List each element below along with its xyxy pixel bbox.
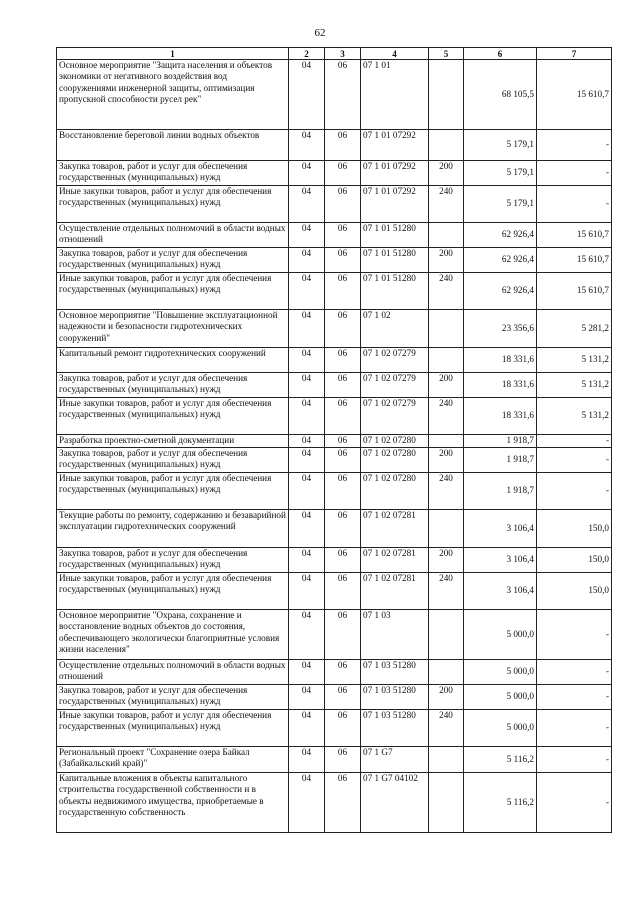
amount-year-2: - <box>537 473 612 510</box>
item-name: Осуществление отдельных полномочий в области водных отношений <box>57 223 289 248</box>
section-code: 04 <box>289 398 325 435</box>
amount-year-1: 5 116,2 <box>464 773 537 833</box>
amount-year-2: 150,0 <box>537 548 612 573</box>
subsection-code: 06 <box>325 660 361 685</box>
amount-year-2: 15 610,7 <box>537 223 612 248</box>
amount-year-2: - <box>537 448 612 473</box>
subsection-code: 06 <box>325 310 361 348</box>
subsection-code: 06 <box>325 710 361 747</box>
subsection-code: 06 <box>325 373 361 398</box>
amount-year-2: 15 610,7 <box>537 248 612 273</box>
header-col-6: 6 <box>464 48 537 60</box>
amount-year-1: 18 331,6 <box>464 348 537 373</box>
section-code: 04 <box>289 60 325 130</box>
page-number: 62 <box>314 27 326 39</box>
subsection-code: 06 <box>325 448 361 473</box>
section-code: 04 <box>289 348 325 373</box>
item-name: Иные закупки товаров, работ и услуг для обеспечения государственных (муниципальных) нужд <box>57 273 289 310</box>
expense-type-code <box>429 310 464 348</box>
target-article-code: 07 1 01 <box>361 60 429 130</box>
item-name: Осуществление отдельных полномочий в области водных отношений <box>57 660 289 685</box>
section-code: 04 <box>289 448 325 473</box>
table-row <box>57 510 612 548</box>
subsection-code: 06 <box>325 60 361 130</box>
expense-type-code <box>429 510 464 548</box>
item-name: Закупка товаров, работ и услуг для обеспечения государственных (муниципальных) нужд <box>57 373 289 398</box>
amount-year-1: 5 000,0 <box>464 685 537 710</box>
section-code: 04 <box>289 473 325 510</box>
target-article-code: 07 1 02 07280 <box>361 435 429 448</box>
item-name: Основное мероприятие "Защита населения и объектов экономики от негативного воздействия вод сооружениями инженерной защиты, оптимизация пропускной способности русел рек" <box>57 60 289 130</box>
section-code: 04 <box>289 773 325 833</box>
section-code: 04 <box>289 747 325 773</box>
header-col-2: 2 <box>289 48 325 60</box>
item-name: Закупка товаров, работ и услуг для обеспечения государственных (муниципальных) нужд <box>57 548 289 573</box>
amount-year-2: 5 131,2 <box>537 398 612 435</box>
expense-type-code: 240 <box>429 186 464 223</box>
table-row <box>57 348 612 373</box>
expense-type-code <box>429 660 464 685</box>
table-row <box>57 548 612 573</box>
subsection-code: 06 <box>325 273 361 310</box>
amount-year-1: 23 356,6 <box>464 310 537 348</box>
table-row <box>57 373 612 398</box>
amount-year-1: 5 179,1 <box>464 186 537 223</box>
expense-type-code <box>429 130 464 161</box>
table-row <box>57 610 612 660</box>
table-row <box>57 130 612 161</box>
target-article-code: 07 1 02 07279 <box>361 398 429 435</box>
target-article-code: 07 1 01 07292 <box>361 130 429 161</box>
section-code: 04 <box>289 161 325 186</box>
target-article-code: 07 1 03 <box>361 610 429 660</box>
subsection-code: 06 <box>325 223 361 248</box>
item-name: Закупка товаров, работ и услуг для обеспечения государственных (муниципальных) нужд <box>57 448 289 473</box>
header-col-5: 5 <box>429 48 464 60</box>
target-article-code: 07 1 02 07279 <box>361 373 429 398</box>
target-article-code: 07 1 03 51280 <box>361 710 429 747</box>
target-article-code: 07 1 01 51280 <box>361 248 429 273</box>
section-code: 04 <box>289 710 325 747</box>
expense-type-code <box>429 223 464 248</box>
item-name: Восстановление береговой линии водных объектов <box>57 130 289 161</box>
amount-year-1: 62 926,4 <box>464 223 537 248</box>
table-row <box>57 223 612 248</box>
target-article-code: 07 1 02 07281 <box>361 573 429 610</box>
section-code: 04 <box>289 373 325 398</box>
item-name: Иные закупки товаров, работ и услуг для обеспечения государственных (муниципальных) нужд <box>57 710 289 747</box>
amount-year-1: 1 918,7 <box>464 473 537 510</box>
table-row <box>57 310 612 348</box>
section-code: 04 <box>289 510 325 548</box>
amount-year-1: 5 000,0 <box>464 660 537 685</box>
section-code: 04 <box>289 130 325 161</box>
expense-type-code: 240 <box>429 273 464 310</box>
table-row <box>57 161 612 186</box>
expense-type-code: 240 <box>429 398 464 435</box>
expense-type-code: 240 <box>429 473 464 510</box>
item-name: Разработка проектно-сметной документации <box>57 435 289 448</box>
table-row <box>57 473 612 510</box>
item-name: Текущие работы по ремонту, содержанию и безаварийной эксплуатации гидротехнических сооружений <box>57 510 289 548</box>
amount-year-1: 68 105,5 <box>464 60 537 130</box>
amount-year-1: 62 926,4 <box>464 273 537 310</box>
header-col-7: 7 <box>537 48 612 60</box>
amount-year-2: 15 610,7 <box>537 273 612 310</box>
budget-table <box>56 47 612 833</box>
section-code: 04 <box>289 685 325 710</box>
table-row <box>57 660 612 685</box>
amount-year-2: - <box>537 610 612 660</box>
expense-type-code: 240 <box>429 573 464 610</box>
item-name: Закупка товаров, работ и услуг для обеспечения государственных (муниципальных) нужд <box>57 248 289 273</box>
target-article-code: 07 1 02 <box>361 310 429 348</box>
amount-year-1: 5 000,0 <box>464 610 537 660</box>
amount-year-2: 5 281,2 <box>537 310 612 348</box>
amount-year-2: - <box>537 773 612 833</box>
section-code: 04 <box>289 248 325 273</box>
section-code: 04 <box>289 435 325 448</box>
amount-year-2: - <box>537 435 612 448</box>
target-article-code: 07 1 01 07292 <box>361 186 429 223</box>
expense-type-code: 200 <box>429 448 464 473</box>
subsection-code: 06 <box>325 548 361 573</box>
subsection-code: 06 <box>325 435 361 448</box>
table-row <box>57 685 612 710</box>
amount-year-1: 3 106,4 <box>464 573 537 610</box>
amount-year-2: - <box>537 660 612 685</box>
amount-year-2: - <box>537 685 612 710</box>
amount-year-2: 15 610,7 <box>537 60 612 130</box>
item-name: Иные закупки товаров, работ и услуг для обеспечения государственных (муниципальных) нужд <box>57 473 289 510</box>
target-article-code: 07 1 G7 04102 <box>361 773 429 833</box>
expense-type-code <box>429 773 464 833</box>
subsection-code: 06 <box>325 610 361 660</box>
item-name: Иные закупки товаров, работ и услуг для обеспечения государственных (муниципальных) нужд <box>57 573 289 610</box>
target-article-code: 07 1 02 07281 <box>361 510 429 548</box>
table-row <box>57 273 612 310</box>
expense-type-code <box>429 435 464 448</box>
expense-type-code: 240 <box>429 710 464 747</box>
expense-type-code: 200 <box>429 248 464 273</box>
target-article-code: 07 1 02 07280 <box>361 473 429 510</box>
amount-year-2: 150,0 <box>537 510 612 548</box>
target-article-code: 07 1 G7 <box>361 747 429 773</box>
header-col-3: 3 <box>325 48 361 60</box>
table-row <box>57 448 612 473</box>
subsection-code: 06 <box>325 161 361 186</box>
section-code: 04 <box>289 273 325 310</box>
item-name: Основное мероприятие "Охрана, сохранение и восстановление водных объектов до состояния, обеспечивающего экологически благоприятные условия жизни населения" <box>57 610 289 660</box>
target-article-code: 07 1 02 07280 <box>361 448 429 473</box>
target-article-code: 07 1 02 07279 <box>361 348 429 373</box>
expense-type-code: 200 <box>429 161 464 186</box>
target-article-code: 07 1 02 07281 <box>361 548 429 573</box>
expense-type-code: 200 <box>429 548 464 573</box>
target-article-code: 07 1 01 51280 <box>361 273 429 310</box>
item-name: Закупка товаров, работ и услуг для обеспечения государственных (муниципальных) нужд <box>57 685 289 710</box>
subsection-code: 06 <box>325 573 361 610</box>
amount-year-1: 62 926,4 <box>464 248 537 273</box>
amount-year-1: 1 918,7 <box>464 448 537 473</box>
item-name: Капитальный ремонт гидротехнических сооружений <box>57 348 289 373</box>
item-name: Закупка товаров, работ и услуг для обеспечения государственных (муниципальных) нужд <box>57 161 289 186</box>
amount-year-2: - <box>537 186 612 223</box>
expense-type-code: 200 <box>429 685 464 710</box>
amount-year-1: 5 116,2 <box>464 747 537 773</box>
section-code: 04 <box>289 610 325 660</box>
table-row <box>57 573 612 610</box>
target-article-code: 07 1 03 51280 <box>361 685 429 710</box>
subsection-code: 06 <box>325 348 361 373</box>
expense-type-code: 200 <box>429 373 464 398</box>
item-name: Региональный проект "Сохранение озера Байкал (Забайкальский край)" <box>57 747 289 773</box>
subsection-code: 06 <box>325 773 361 833</box>
amount-year-1: 5 179,1 <box>464 130 537 161</box>
amount-year-2: - <box>537 747 612 773</box>
expense-type-code <box>429 747 464 773</box>
header-col-1: 1 <box>57 48 289 60</box>
table-row <box>57 60 612 130</box>
table-row <box>57 435 612 448</box>
amount-year-2: - <box>537 130 612 161</box>
target-article-code: 07 1 03 51280 <box>361 660 429 685</box>
amount-year-1: 5 000,0 <box>464 710 537 747</box>
amount-year-1: 18 331,6 <box>464 398 537 435</box>
section-code: 04 <box>289 186 325 223</box>
amount-year-1: 5 179,1 <box>464 161 537 186</box>
subsection-code: 06 <box>325 685 361 710</box>
table-row <box>57 186 612 223</box>
amount-year-1: 1 918,7 <box>464 435 537 448</box>
header-col-4: 4 <box>361 48 429 60</box>
amount-year-2: 5 131,2 <box>537 348 612 373</box>
target-article-code: 07 1 01 51280 <box>361 223 429 248</box>
table-row <box>57 248 612 273</box>
item-name: Капитальные вложения в объекты капитального строительства государственной собственности и в объекты недвижимого имущества, приобретаемые в государственную собственность <box>57 773 289 833</box>
amount-year-1: 3 106,4 <box>464 548 537 573</box>
table-row <box>57 710 612 747</box>
table-row <box>57 747 612 773</box>
expense-type-code <box>429 60 464 130</box>
subsection-code: 06 <box>325 130 361 161</box>
section-code: 04 <box>289 660 325 685</box>
table-row <box>57 773 612 833</box>
section-code: 04 <box>289 223 325 248</box>
expense-type-code <box>429 348 464 373</box>
item-name: Иные закупки товаров, работ и услуг для обеспечения государственных (муниципальных) нужд <box>57 186 289 223</box>
section-code: 04 <box>289 573 325 610</box>
item-name: Иные закупки товаров, работ и услуг для обеспечения государственных (муниципальных) нужд <box>57 398 289 435</box>
table-row <box>57 398 612 435</box>
amount-year-2: 5 131,2 <box>537 373 612 398</box>
subsection-code: 06 <box>325 186 361 223</box>
amount-year-2: - <box>537 710 612 747</box>
header-row <box>57 48 612 60</box>
section-code: 04 <box>289 548 325 573</box>
section-code: 04 <box>289 310 325 348</box>
amount-year-2: 150,0 <box>537 573 612 610</box>
target-article-code: 07 1 01 07292 <box>361 161 429 186</box>
subsection-code: 06 <box>325 510 361 548</box>
subsection-code: 06 <box>325 398 361 435</box>
amount-year-2: - <box>537 161 612 186</box>
expense-type-code <box>429 610 464 660</box>
subsection-code: 06 <box>325 248 361 273</box>
subsection-code: 06 <box>325 747 361 773</box>
subsection-code: 06 <box>325 473 361 510</box>
amount-year-1: 3 106,4 <box>464 510 537 548</box>
amount-year-1: 18 331,6 <box>464 373 537 398</box>
item-name: Основное мероприятие "Повышение эксплуатационной надежности и безопасности гидротехнических сооружений" <box>57 310 289 348</box>
